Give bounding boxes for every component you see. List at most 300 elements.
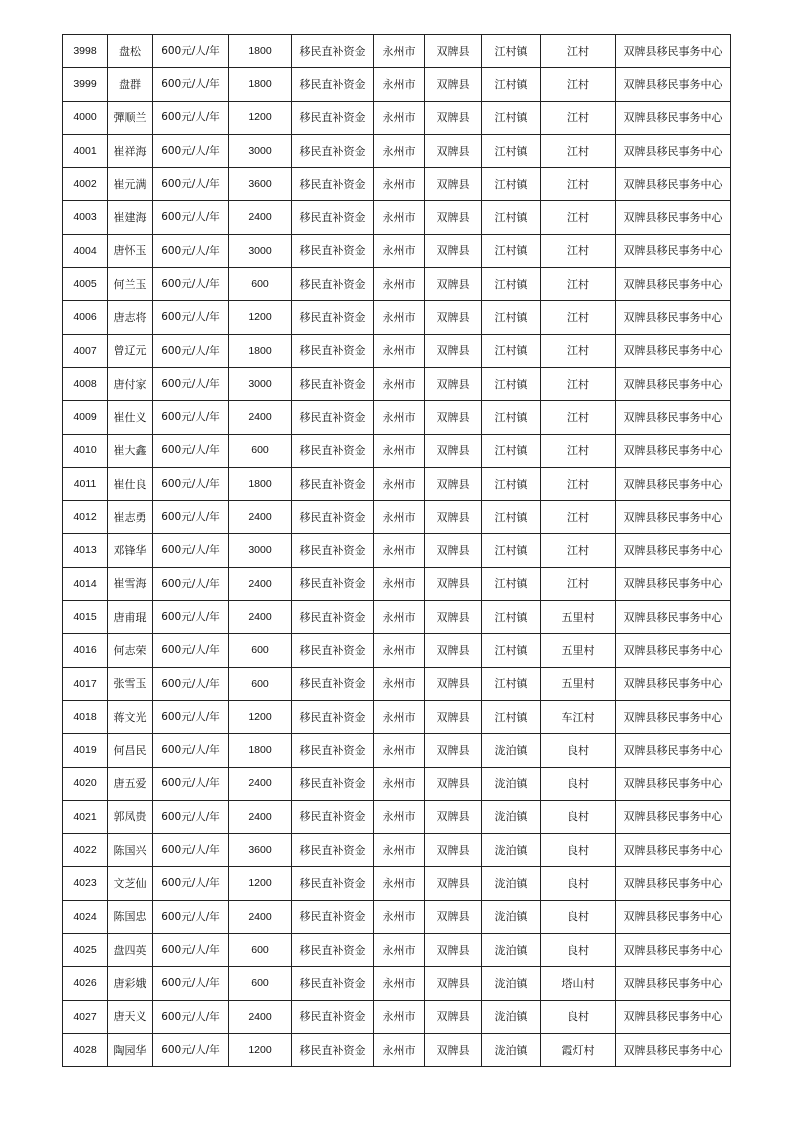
seq-cell: 4013 (63, 534, 108, 567)
seq-cell: 4001 (63, 134, 108, 167)
table-row (63, 201, 731, 234)
village-cell: 江村 (541, 334, 616, 367)
table-row (63, 700, 731, 733)
town-cell: 泷泊镇 (482, 934, 541, 967)
seq-cell: 4012 (63, 501, 108, 534)
name-cell: 崔雪海 (108, 567, 153, 600)
office-cell: 双牌县移民事务中心 (616, 867, 731, 900)
table-row (63, 68, 731, 101)
county-cell: 双牌县 (425, 401, 482, 434)
city-cell: 永州市 (374, 434, 425, 467)
city-cell: 永州市 (374, 35, 425, 68)
standard-cell: 600元/人/年 (153, 367, 229, 400)
town-cell: 江村镇 (482, 401, 541, 434)
fund-type-cell: 移民直补资金 (292, 834, 374, 867)
table-row (63, 268, 731, 301)
table-row (63, 334, 731, 367)
office-cell: 双牌县移民事务中心 (616, 301, 731, 334)
standard-cell: 600元/人/年 (153, 301, 229, 334)
village-cell: 塔山村 (541, 967, 616, 1000)
town-cell: 泷泊镇 (482, 900, 541, 933)
standard-cell: 600元/人/年 (153, 501, 229, 534)
subsidy-table (62, 34, 731, 1067)
city-cell: 永州市 (374, 900, 425, 933)
county-cell: 双牌县 (425, 967, 482, 1000)
table-row (63, 900, 731, 933)
county-cell: 双牌县 (425, 934, 482, 967)
city-cell: 永州市 (374, 734, 425, 767)
village-cell: 五里村 (541, 634, 616, 667)
seq-cell: 4018 (63, 700, 108, 733)
table-row (63, 534, 731, 567)
office-cell: 双牌县移民事务中心 (616, 967, 731, 1000)
city-cell: 永州市 (374, 334, 425, 367)
county-cell: 双牌县 (425, 201, 482, 234)
name-cell: 陈国兴 (108, 834, 153, 867)
fund-type-cell: 移民直补资金 (292, 1000, 374, 1033)
name-cell: 崔建海 (108, 201, 153, 234)
county-cell: 双牌县 (425, 168, 482, 201)
amount-cell: 1800 (229, 734, 292, 767)
seq-cell: 4004 (63, 234, 108, 267)
fund-type-cell: 移民直补资金 (292, 68, 374, 101)
name-cell: 唐天义 (108, 1000, 153, 1033)
county-cell: 双牌县 (425, 534, 482, 567)
table-row (63, 168, 731, 201)
amount-cell: 1200 (229, 700, 292, 733)
table-row (63, 834, 731, 867)
fund-type-cell: 移民直补资金 (292, 867, 374, 900)
name-cell: 蒋文光 (108, 700, 153, 733)
name-cell: 盘四英 (108, 934, 153, 967)
seq-cell: 4002 (63, 168, 108, 201)
city-cell: 永州市 (374, 68, 425, 101)
fund-type-cell: 移民直补资金 (292, 168, 374, 201)
standard-cell: 600元/人/年 (153, 168, 229, 201)
seq-cell: 4028 (63, 1033, 108, 1066)
town-cell: 江村镇 (482, 334, 541, 367)
village-cell: 五里村 (541, 667, 616, 700)
amount-cell: 2400 (229, 501, 292, 534)
table-row (63, 401, 731, 434)
office-cell: 双牌县移民事务中心 (616, 934, 731, 967)
seq-cell: 4006 (63, 301, 108, 334)
seq-cell: 4022 (63, 834, 108, 867)
table-row (63, 301, 731, 334)
fund-type-cell: 移民直补资金 (292, 667, 374, 700)
village-cell: 江村 (541, 567, 616, 600)
town-cell: 江村镇 (482, 567, 541, 600)
fund-type-cell: 移民直补资金 (292, 700, 374, 733)
office-cell: 双牌县移民事务中心 (616, 434, 731, 467)
fund-type-cell: 移民直补资金 (292, 934, 374, 967)
seq-cell: 3999 (63, 68, 108, 101)
office-cell: 双牌县移民事务中心 (616, 234, 731, 267)
name-cell: 郭凤贵 (108, 800, 153, 833)
amount-cell: 2400 (229, 1000, 292, 1033)
name-cell: 唐五爱 (108, 767, 153, 800)
name-cell: 彈顺兰 (108, 101, 153, 134)
county-cell: 双牌县 (425, 700, 482, 733)
office-cell: 双牌县移民事务中心 (616, 367, 731, 400)
seq-cell: 4024 (63, 900, 108, 933)
table-row (63, 134, 731, 167)
fund-type-cell: 移民直补资金 (292, 35, 374, 68)
fund-type-cell: 移民直补资金 (292, 567, 374, 600)
table-row (63, 101, 731, 134)
table-body (63, 35, 731, 1067)
name-cell: 邓锋华 (108, 534, 153, 567)
fund-type-cell: 移民直补资金 (292, 334, 374, 367)
seq-cell: 4025 (63, 934, 108, 967)
amount-cell: 600 (229, 934, 292, 967)
standard-cell: 600元/人/年 (153, 634, 229, 667)
standard-cell: 600元/人/年 (153, 834, 229, 867)
office-cell: 双牌县移民事务中心 (616, 734, 731, 767)
village-cell: 江村 (541, 35, 616, 68)
fund-type-cell: 移民直补资金 (292, 967, 374, 1000)
town-cell: 江村镇 (482, 367, 541, 400)
county-cell: 双牌县 (425, 268, 482, 301)
office-cell: 双牌县移民事务中心 (616, 900, 731, 933)
name-cell: 何昌民 (108, 734, 153, 767)
seq-cell: 4009 (63, 401, 108, 434)
standard-cell: 600元/人/年 (153, 867, 229, 900)
city-cell: 永州市 (374, 234, 425, 267)
table-row (63, 934, 731, 967)
standard-cell: 600元/人/年 (153, 134, 229, 167)
fund-type-cell: 移民直补资金 (292, 1033, 374, 1066)
fund-type-cell: 移民直补资金 (292, 601, 374, 634)
village-cell: 江村 (541, 101, 616, 134)
name-cell: 张雪玉 (108, 667, 153, 700)
county-cell: 双牌县 (425, 301, 482, 334)
fund-type-cell: 移民直补资金 (292, 767, 374, 800)
city-cell: 永州市 (374, 634, 425, 667)
village-cell: 良村 (541, 1000, 616, 1033)
county-cell: 双牌县 (425, 35, 482, 68)
table-row (63, 1000, 731, 1033)
name-cell: 唐甫琨 (108, 601, 153, 634)
name-cell: 崔祥海 (108, 134, 153, 167)
office-cell: 双牌县移民事务中心 (616, 834, 731, 867)
village-cell: 江村 (541, 68, 616, 101)
village-cell: 霞灯村 (541, 1033, 616, 1066)
fund-type-cell: 移民直补资金 (292, 534, 374, 567)
table-row (63, 501, 731, 534)
county-cell: 双牌县 (425, 367, 482, 400)
standard-cell: 600元/人/年 (153, 101, 229, 134)
standard-cell: 600元/人/年 (153, 800, 229, 833)
name-cell: 文芝仙 (108, 867, 153, 900)
county-cell: 双牌县 (425, 767, 482, 800)
city-cell: 永州市 (374, 667, 425, 700)
office-cell: 双牌县移民事务中心 (616, 401, 731, 434)
amount-cell: 1200 (229, 867, 292, 900)
amount-cell: 600 (229, 434, 292, 467)
seq-cell: 4020 (63, 767, 108, 800)
office-cell: 双牌县移民事务中心 (616, 534, 731, 567)
fund-type-cell: 移民直补资金 (292, 634, 374, 667)
village-cell: 良村 (541, 934, 616, 967)
village-cell: 江村 (541, 434, 616, 467)
city-cell: 永州市 (374, 467, 425, 500)
town-cell: 江村镇 (482, 700, 541, 733)
seq-cell: 4016 (63, 634, 108, 667)
table-row (63, 734, 731, 767)
town-cell: 江村镇 (482, 501, 541, 534)
county-cell: 双牌县 (425, 867, 482, 900)
town-cell: 江村镇 (482, 68, 541, 101)
city-cell: 永州市 (374, 168, 425, 201)
village-cell: 江村 (541, 534, 616, 567)
town-cell: 江村镇 (482, 35, 541, 68)
table-row (63, 367, 731, 400)
office-cell: 双牌县移民事务中心 (616, 634, 731, 667)
town-cell: 江村镇 (482, 168, 541, 201)
town-cell: 江村镇 (482, 268, 541, 301)
county-cell: 双牌县 (425, 134, 482, 167)
seq-cell: 4023 (63, 867, 108, 900)
seq-cell: 4026 (63, 967, 108, 1000)
fund-type-cell: 移民直补资金 (292, 201, 374, 234)
village-cell: 良村 (541, 900, 616, 933)
town-cell: 泷泊镇 (482, 800, 541, 833)
table-row (63, 234, 731, 267)
standard-cell: 600元/人/年 (153, 434, 229, 467)
fund-type-cell: 移民直补资金 (292, 268, 374, 301)
city-cell: 永州市 (374, 567, 425, 600)
standard-cell: 600元/人/年 (153, 934, 229, 967)
office-cell: 双牌县移民事务中心 (616, 134, 731, 167)
fund-type-cell: 移民直补资金 (292, 101, 374, 134)
standard-cell: 600元/人/年 (153, 767, 229, 800)
city-cell: 永州市 (374, 301, 425, 334)
city-cell: 永州市 (374, 834, 425, 867)
name-cell: 陶园华 (108, 1033, 153, 1066)
name-cell: 盘松 (108, 35, 153, 68)
table-row (63, 967, 731, 1000)
standard-cell: 600元/人/年 (153, 900, 229, 933)
amount-cell: 1200 (229, 101, 292, 134)
county-cell: 双牌县 (425, 434, 482, 467)
seq-cell: 3998 (63, 35, 108, 68)
town-cell: 江村镇 (482, 201, 541, 234)
village-cell: 车江村 (541, 700, 616, 733)
village-cell: 江村 (541, 401, 616, 434)
town-cell: 江村镇 (482, 534, 541, 567)
amount-cell: 3600 (229, 168, 292, 201)
city-cell: 永州市 (374, 967, 425, 1000)
name-cell: 唐志将 (108, 301, 153, 334)
village-cell: 良村 (541, 767, 616, 800)
county-cell: 双牌县 (425, 567, 482, 600)
county-cell: 双牌县 (425, 601, 482, 634)
town-cell: 泷泊镇 (482, 834, 541, 867)
city-cell: 永州市 (374, 501, 425, 534)
village-cell: 江村 (541, 201, 616, 234)
standard-cell: 600元/人/年 (153, 700, 229, 733)
amount-cell: 1200 (229, 1033, 292, 1066)
town-cell: 泷泊镇 (482, 867, 541, 900)
table-row (63, 767, 731, 800)
office-cell: 双牌县移民事务中心 (616, 35, 731, 68)
table-row (63, 601, 731, 634)
name-cell: 盘群 (108, 68, 153, 101)
seq-cell: 4011 (63, 467, 108, 500)
name-cell: 唐付家 (108, 367, 153, 400)
town-cell: 泷泊镇 (482, 967, 541, 1000)
table-row (63, 467, 731, 500)
name-cell: 何兰玉 (108, 268, 153, 301)
office-cell: 双牌县移民事务中心 (616, 168, 731, 201)
standard-cell: 600元/人/年 (153, 534, 229, 567)
amount-cell: 2400 (229, 601, 292, 634)
city-cell: 永州市 (374, 1033, 425, 1066)
amount-cell: 2400 (229, 900, 292, 933)
town-cell: 江村镇 (482, 434, 541, 467)
name-cell: 唐怀玉 (108, 234, 153, 267)
city-cell: 永州市 (374, 401, 425, 434)
village-cell: 良村 (541, 834, 616, 867)
city-cell: 永州市 (374, 101, 425, 134)
amount-cell: 1800 (229, 467, 292, 500)
village-cell: 江村 (541, 134, 616, 167)
office-cell: 双牌县移民事务中心 (616, 101, 731, 134)
amount-cell: 1800 (229, 68, 292, 101)
town-cell: 泷泊镇 (482, 767, 541, 800)
city-cell: 永州市 (374, 700, 425, 733)
village-cell: 良村 (541, 734, 616, 767)
city-cell: 永州市 (374, 534, 425, 567)
county-cell: 双牌县 (425, 900, 482, 933)
city-cell: 永州市 (374, 767, 425, 800)
standard-cell: 600元/人/年 (153, 734, 229, 767)
office-cell: 双牌县移民事务中心 (616, 334, 731, 367)
seq-cell: 4019 (63, 734, 108, 767)
seq-cell: 4014 (63, 567, 108, 600)
city-cell: 永州市 (374, 800, 425, 833)
county-cell: 双牌县 (425, 101, 482, 134)
table-row (63, 567, 731, 600)
city-cell: 永州市 (374, 934, 425, 967)
table-row (63, 35, 731, 68)
standard-cell: 600元/人/年 (153, 268, 229, 301)
standard-cell: 600元/人/年 (153, 1000, 229, 1033)
seq-cell: 4008 (63, 367, 108, 400)
village-cell: 五里村 (541, 601, 616, 634)
county-cell: 双牌县 (425, 634, 482, 667)
fund-type-cell: 移民直补资金 (292, 467, 374, 500)
county-cell: 双牌县 (425, 68, 482, 101)
amount-cell: 600 (229, 268, 292, 301)
county-cell: 双牌县 (425, 734, 482, 767)
standard-cell: 600元/人/年 (153, 967, 229, 1000)
village-cell: 江村 (541, 367, 616, 400)
office-cell: 双牌县移民事务中心 (616, 767, 731, 800)
village-cell: 江村 (541, 301, 616, 334)
village-cell: 江村 (541, 234, 616, 267)
standard-cell: 600元/人/年 (153, 667, 229, 700)
office-cell: 双牌县移民事务中心 (616, 68, 731, 101)
amount-cell: 1800 (229, 35, 292, 68)
office-cell: 双牌县移民事务中心 (616, 1000, 731, 1033)
table-row (63, 434, 731, 467)
name-cell: 唐彩娥 (108, 967, 153, 1000)
standard-cell: 600元/人/年 (153, 334, 229, 367)
seq-cell: 4021 (63, 800, 108, 833)
amount-cell: 2400 (229, 201, 292, 234)
town-cell: 江村镇 (482, 634, 541, 667)
city-cell: 永州市 (374, 201, 425, 234)
town-cell: 泷泊镇 (482, 1033, 541, 1066)
table-row (63, 634, 731, 667)
office-cell: 双牌县移民事务中心 (616, 1033, 731, 1066)
name-cell: 崔元满 (108, 168, 153, 201)
fund-type-cell: 移民直补资金 (292, 434, 374, 467)
county-cell: 双牌县 (425, 1000, 482, 1033)
fund-type-cell: 移民直补资金 (292, 234, 374, 267)
standard-cell: 600元/人/年 (153, 401, 229, 434)
office-cell: 双牌县移民事务中心 (616, 467, 731, 500)
table-row (63, 800, 731, 833)
fund-type-cell: 移民直补资金 (292, 367, 374, 400)
county-cell: 双牌县 (425, 334, 482, 367)
town-cell: 江村镇 (482, 101, 541, 134)
county-cell: 双牌县 (425, 667, 482, 700)
table-row (63, 867, 731, 900)
amount-cell: 2400 (229, 767, 292, 800)
village-cell: 江村 (541, 501, 616, 534)
village-cell: 良村 (541, 800, 616, 833)
seq-cell: 4015 (63, 601, 108, 634)
office-cell: 双牌县移民事务中心 (616, 268, 731, 301)
town-cell: 江村镇 (482, 667, 541, 700)
fund-type-cell: 移民直补资金 (292, 401, 374, 434)
village-cell: 江村 (541, 268, 616, 301)
standard-cell: 600元/人/年 (153, 201, 229, 234)
amount-cell: 3000 (229, 367, 292, 400)
town-cell: 江村镇 (482, 601, 541, 634)
standard-cell: 600元/人/年 (153, 68, 229, 101)
standard-cell: 600元/人/年 (153, 601, 229, 634)
city-cell: 永州市 (374, 1000, 425, 1033)
town-cell: 江村镇 (482, 134, 541, 167)
table-row (63, 1033, 731, 1066)
seq-cell: 4005 (63, 268, 108, 301)
seq-cell: 4000 (63, 101, 108, 134)
fund-type-cell: 移民直补资金 (292, 734, 374, 767)
amount-cell: 1200 (229, 301, 292, 334)
fund-type-cell: 移民直补资金 (292, 301, 374, 334)
amount-cell: 2400 (229, 800, 292, 833)
amount-cell: 2400 (229, 567, 292, 600)
fund-type-cell: 移民直补资金 (292, 900, 374, 933)
office-cell: 双牌县移民事务中心 (616, 800, 731, 833)
town-cell: 泷泊镇 (482, 734, 541, 767)
standard-cell: 600元/人/年 (153, 567, 229, 600)
county-cell: 双牌县 (425, 800, 482, 833)
name-cell: 陈国忠 (108, 900, 153, 933)
village-cell: 良村 (541, 867, 616, 900)
office-cell: 双牌县移民事务中心 (616, 700, 731, 733)
county-cell: 双牌县 (425, 501, 482, 534)
seq-cell: 4003 (63, 201, 108, 234)
village-cell: 江村 (541, 168, 616, 201)
fund-type-cell: 移民直补资金 (292, 501, 374, 534)
name-cell: 崔志勇 (108, 501, 153, 534)
city-cell: 永州市 (374, 268, 425, 301)
